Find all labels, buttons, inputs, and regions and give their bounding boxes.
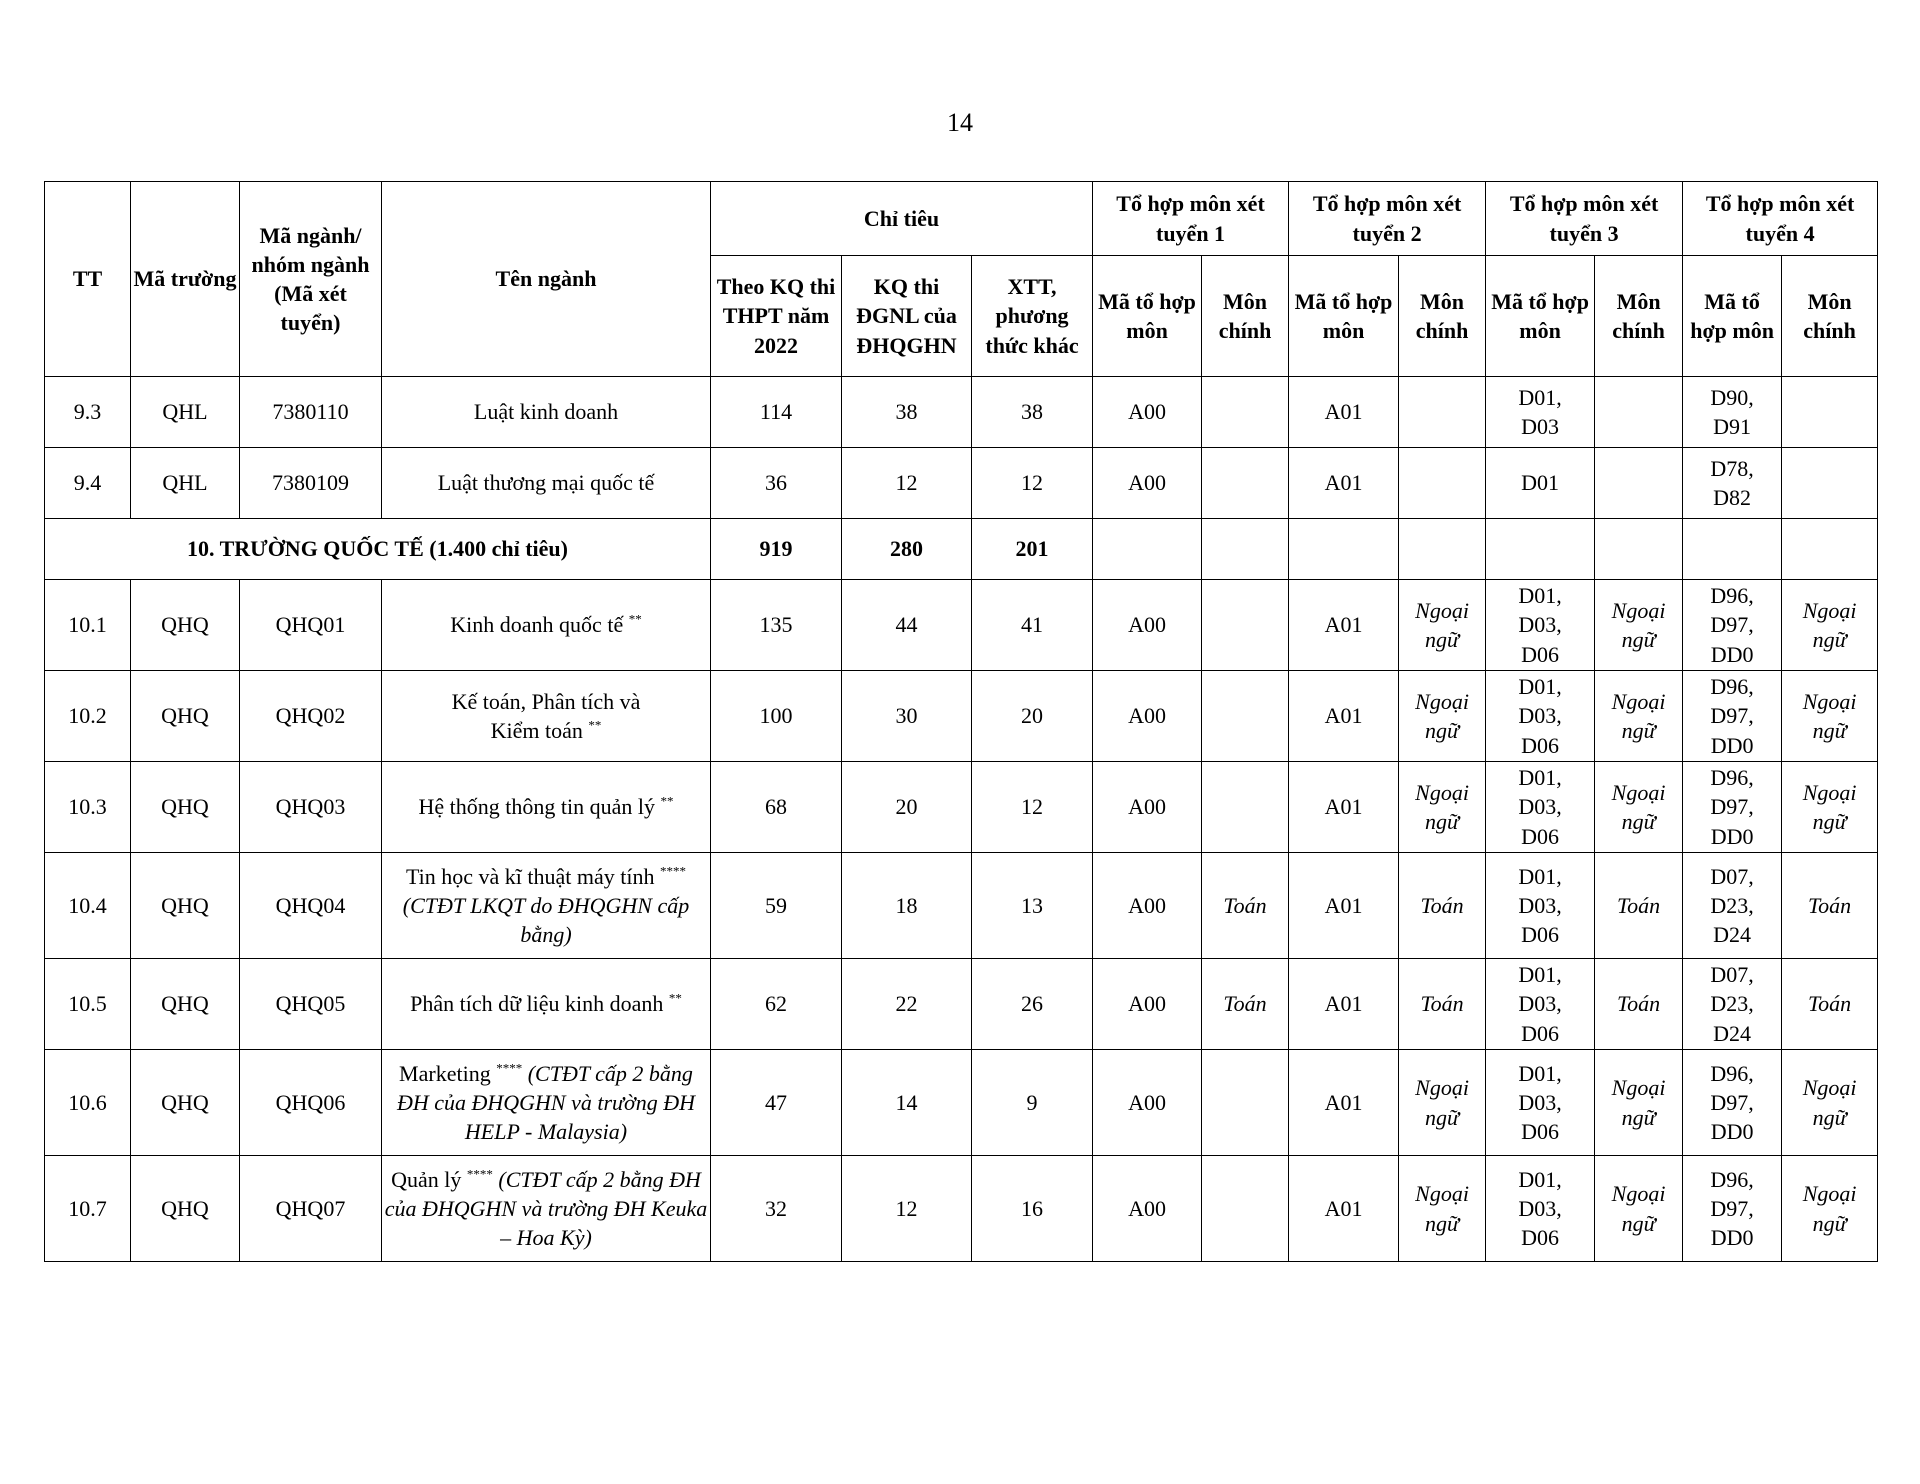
header-mon-chinh-2: Môn chính bbox=[1399, 256, 1486, 377]
row-ma-to-hop-3: D01, D03 bbox=[1486, 377, 1595, 448]
row-ma-to-hop-3: D01, D03, D06 bbox=[1486, 762, 1595, 853]
row-ma-truong: QHQ bbox=[131, 1156, 240, 1262]
header-theo-kq-thpt: Theo KQ thi THPT năm 2022 bbox=[711, 256, 842, 377]
row-mon-chinh-4: Ngoại ngữ bbox=[1782, 671, 1878, 762]
table-row bbox=[45, 959, 1878, 1050]
section-empty-cell bbox=[1289, 519, 1399, 580]
row-ten-nganh-text: Tin học và kĩ thuật máy tính bbox=[405, 863, 655, 889]
row-chi-tieu-xtt: 20 bbox=[972, 671, 1093, 762]
row-mon-chinh-3: Ngoại ngữ bbox=[1595, 1050, 1683, 1156]
row-ten-nganh-text: Quản lý bbox=[391, 1166, 462, 1192]
row-ma-nganh: QHQ05 bbox=[240, 959, 382, 1050]
row-ma-nganh: QHQ03 bbox=[240, 762, 382, 853]
row-tt: 10.7 bbox=[45, 1156, 131, 1262]
table-row bbox=[45, 377, 1878, 448]
row-chi-tieu-xtt: 12 bbox=[972, 762, 1093, 853]
row-chi-tieu-dgnl: 20 bbox=[842, 762, 972, 853]
row-ma-to-hop-2: A01 bbox=[1289, 377, 1399, 448]
row-mon-chinh-4: Toán bbox=[1782, 853, 1878, 959]
row-mon-chinh-3: Ngoại ngữ bbox=[1595, 671, 1683, 762]
header-ma-nganh-text: Mã ngành/ nhóm ngành bbox=[251, 222, 370, 277]
row-chi-tieu-thpt: 68 bbox=[711, 762, 842, 853]
section-empty-cell bbox=[1683, 519, 1782, 580]
row-chi-tieu-xtt: 38 bbox=[972, 377, 1093, 448]
table-row bbox=[45, 762, 1878, 853]
row-ma-to-hop-3: D01 bbox=[1486, 448, 1595, 519]
row-footnote-mark: **** bbox=[496, 1060, 523, 1076]
row-footnote-mark: **** bbox=[466, 1166, 493, 1182]
header-xtt: XTT, phương thức khác bbox=[972, 256, 1093, 377]
row-ma-to-hop-4: D96, D97, DD0 bbox=[1683, 671, 1782, 762]
row-tt: 10.3 bbox=[45, 762, 131, 853]
header-ma-to-hop-2: Mã tổ hợp môn bbox=[1289, 256, 1399, 377]
row-chi-tieu-thpt: 114 bbox=[711, 377, 842, 448]
row-mon-chinh-1 bbox=[1202, 1050, 1289, 1156]
row-mon-chinh-1 bbox=[1202, 377, 1289, 448]
row-ma-to-hop-1: A00 bbox=[1093, 1050, 1202, 1156]
row-ma-to-hop-4: D96, D97, DD0 bbox=[1683, 1050, 1782, 1156]
table-row bbox=[45, 671, 1878, 762]
header-ma-truong bbox=[131, 182, 240, 377]
row-ten-nganh bbox=[382, 1156, 711, 1262]
row-chi-tieu-dgnl: 12 bbox=[842, 448, 972, 519]
header-tt: TT bbox=[45, 182, 131, 377]
header-ma-to-hop-4: Mã tổ hợp môn bbox=[1683, 256, 1782, 377]
row-ma-nganh: QHQ02 bbox=[240, 671, 382, 762]
row-mon-chinh-2: Toán bbox=[1399, 853, 1486, 959]
row-footnote-mark: ** bbox=[628, 612, 642, 628]
row-tt: 10.5 bbox=[45, 959, 131, 1050]
row-chi-tieu-dgnl: 38 bbox=[842, 377, 972, 448]
row-chi-tieu-thpt: 59 bbox=[711, 853, 842, 959]
row-mon-chinh-2: Ngoại ngữ bbox=[1399, 671, 1486, 762]
table-row bbox=[45, 448, 1878, 519]
row-mon-chinh-4 bbox=[1782, 377, 1878, 448]
row-ma-to-hop-1: A00 bbox=[1093, 762, 1202, 853]
row-mon-chinh-3 bbox=[1595, 377, 1683, 448]
header-ma-nganh bbox=[240, 182, 382, 377]
header-to-hop-1: Tổ hợp môn xét tuyển 1 bbox=[1093, 182, 1289, 256]
row-ma-to-hop-4: D07, D23, D24 bbox=[1683, 853, 1782, 959]
row-ma-to-hop-2: A01 bbox=[1289, 448, 1399, 519]
row-ma-to-hop-3: D01, D03, D06 bbox=[1486, 1156, 1595, 1262]
row-ma-nganh: 7380110 bbox=[240, 377, 382, 448]
row-mon-chinh-2 bbox=[1399, 377, 1486, 448]
table-row bbox=[45, 1050, 1878, 1156]
row-ma-to-hop-1: A00 bbox=[1093, 448, 1202, 519]
row-ma-to-hop-4: D07, D23, D24 bbox=[1683, 959, 1782, 1050]
header-ma-xet-tuyen-text: (Mã xét tuyển) bbox=[274, 281, 347, 336]
row-ma-to-hop-4: D96, D97, DD0 bbox=[1683, 762, 1782, 853]
row-mon-chinh-4: Ngoại ngữ bbox=[1782, 1050, 1878, 1156]
row-tt: 9.4 bbox=[45, 448, 131, 519]
section-title: 10. TRƯỜNG QUỐC TẾ (1.400 chỉ tiêu) bbox=[45, 519, 711, 580]
row-chi-tieu-thpt: 135 bbox=[711, 580, 842, 671]
row-tt: 10.4 bbox=[45, 853, 131, 959]
table-row bbox=[45, 1156, 1878, 1262]
row-mon-chinh-1 bbox=[1202, 762, 1289, 853]
row-mon-chinh-3: Ngoại ngữ bbox=[1595, 762, 1683, 853]
row-footnote-mark: ** bbox=[660, 794, 674, 810]
row-mon-chinh-4: Ngoại ngữ bbox=[1782, 580, 1878, 671]
row-ma-truong: QHQ bbox=[131, 762, 240, 853]
section-empty-cell bbox=[1595, 519, 1683, 580]
row-program-note: (CTĐT cấp 2 bằng ĐH của ĐHQGHN và trường ĐH HELP - Malaysia) bbox=[396, 1060, 696, 1145]
row-mon-chinh-1 bbox=[1202, 671, 1289, 762]
row-mon-chinh-2: Ngoại ngữ bbox=[1399, 762, 1486, 853]
header-to-hop-4: Tổ hợp môn xét tuyển 4 bbox=[1683, 182, 1878, 256]
row-ma-to-hop-2: A01 bbox=[1289, 959, 1399, 1050]
row-ma-nganh: QHQ01 bbox=[240, 580, 382, 671]
row-ten-nganh bbox=[382, 959, 711, 1050]
row-mon-chinh-3: Toán bbox=[1595, 853, 1683, 959]
row-ma-truong: QHQ bbox=[131, 671, 240, 762]
row-program-note: (CTĐT cấp 2 bằng ĐH của ĐHQGHN và trường ĐH Keuka – Hoa Kỳ) bbox=[384, 1166, 708, 1251]
row-chi-tieu-xtt: 13 bbox=[972, 853, 1093, 959]
row-chi-tieu-thpt: 36 bbox=[711, 448, 842, 519]
row-ma-nganh: QHQ04 bbox=[240, 853, 382, 959]
row-tt: 10.1 bbox=[45, 580, 131, 671]
section-empty-cell bbox=[1782, 519, 1878, 580]
row-mon-chinh-1 bbox=[1202, 448, 1289, 519]
section-chi-tieu-xtt: 201 bbox=[972, 519, 1093, 580]
row-ma-to-hop-1: A00 bbox=[1093, 671, 1202, 762]
row-program-note: (CTĐT LKQT do ĐHQGHN cấp bằng) bbox=[402, 892, 690, 948]
row-mon-chinh-4: Ngoại ngữ bbox=[1782, 762, 1878, 853]
row-tt: 10.2 bbox=[45, 671, 131, 762]
row-ma-truong: QHQ bbox=[131, 853, 240, 959]
row-ma-truong: QHQ bbox=[131, 1050, 240, 1156]
header-to-hop-2: Tổ hợp môn xét tuyển 2 bbox=[1289, 182, 1486, 256]
row-mon-chinh-2: Ngoại ngữ bbox=[1399, 580, 1486, 671]
row-mon-chinh-1 bbox=[1202, 1156, 1289, 1262]
row-ma-to-hop-2: A01 bbox=[1289, 762, 1399, 853]
row-ma-to-hop-3: D01, D03, D06 bbox=[1486, 580, 1595, 671]
row-mon-chinh-3: Ngoại ngữ bbox=[1595, 580, 1683, 671]
row-ma-nganh: QHQ06 bbox=[240, 1050, 382, 1156]
row-chi-tieu-dgnl: 44 bbox=[842, 580, 972, 671]
row-ma-nganh: 7380109 bbox=[240, 448, 382, 519]
row-chi-tieu-xtt: 26 bbox=[972, 959, 1093, 1050]
row-mon-chinh-1: Toán bbox=[1202, 959, 1289, 1050]
row-footnote-mark: ** bbox=[668, 991, 682, 1007]
row-chi-tieu-dgnl: 18 bbox=[842, 853, 972, 959]
row-chi-tieu-dgnl: 14 bbox=[842, 1050, 972, 1156]
row-ten-nganh bbox=[382, 762, 711, 853]
row-ten-nganh: Luật kinh doanh bbox=[382, 377, 711, 448]
table-body bbox=[45, 377, 1878, 1262]
row-ma-truong: QHQ bbox=[131, 959, 240, 1050]
header-mon-chinh-3: Môn chính bbox=[1595, 256, 1683, 377]
row-ma-to-hop-3: D01, D03, D06 bbox=[1486, 1050, 1595, 1156]
row-mon-chinh-2: Ngoại ngữ bbox=[1399, 1156, 1486, 1262]
row-ma-to-hop-1: A00 bbox=[1093, 580, 1202, 671]
row-ten-nganh-text: Phân tích dữ liệu kinh doanh bbox=[410, 991, 664, 1017]
section-chi-tieu-thpt: 919 bbox=[711, 519, 842, 580]
section-empty-cell bbox=[1486, 519, 1595, 580]
row-ma-to-hop-1: A00 bbox=[1093, 853, 1202, 959]
header-mon-chinh-4: Môn chính bbox=[1782, 256, 1878, 377]
row-chi-tieu-dgnl: 22 bbox=[842, 959, 972, 1050]
header-to-hop-3: Tổ hợp môn xét tuyển 3 bbox=[1486, 182, 1683, 256]
table-row bbox=[45, 853, 1878, 959]
row-chi-tieu-thpt: 32 bbox=[711, 1156, 842, 1262]
row-ma-to-hop-3: D01, D03, D06 bbox=[1486, 853, 1595, 959]
row-footnote-mark: **** bbox=[660, 863, 686, 879]
section-chi-tieu-dgnl: 280 bbox=[842, 519, 972, 580]
table-row bbox=[45, 580, 1878, 671]
row-ma-truong: QHL bbox=[131, 377, 240, 448]
header-kq-dgnl: KQ thi ĐGNL của ĐHQGHN bbox=[842, 256, 972, 377]
header-mon-chinh-1: Môn chính bbox=[1202, 256, 1289, 377]
header-chi-tieu: Chỉ tiêu bbox=[711, 182, 1093, 256]
row-ten-nganh bbox=[382, 1050, 711, 1156]
row-mon-chinh-3: Toán bbox=[1595, 959, 1683, 1050]
row-ten-nganh-text: Kế toán, Phân tích và Kiểm toán bbox=[451, 688, 641, 743]
row-mon-chinh-2: Toán bbox=[1399, 959, 1486, 1050]
row-ten-nganh-text: Hệ thống thông tin quản lý bbox=[418, 794, 655, 820]
row-chi-tieu-xtt: 9 bbox=[972, 1050, 1093, 1156]
row-chi-tieu-xtt: 12 bbox=[972, 448, 1093, 519]
row-mon-chinh-4: Ngoại ngữ bbox=[1782, 1156, 1878, 1262]
row-ma-to-hop-2: A01 bbox=[1289, 580, 1399, 671]
row-ten-nganh-text: Kinh doanh quốc tế bbox=[450, 612, 624, 638]
row-ma-to-hop-3: D01, D03, D06 bbox=[1486, 671, 1595, 762]
section-empty-cell bbox=[1202, 519, 1289, 580]
row-ma-truong: QHQ bbox=[131, 580, 240, 671]
row-ten-nganh: Luật thương mại quốc tế bbox=[382, 448, 711, 519]
row-mon-chinh-3: Ngoại ngữ bbox=[1595, 1156, 1683, 1262]
row-ma-nganh: QHQ07 bbox=[240, 1156, 382, 1262]
row-ma-to-hop-2: A01 bbox=[1289, 853, 1399, 959]
section-empty-cell bbox=[1093, 519, 1202, 580]
row-mon-chinh-2 bbox=[1399, 448, 1486, 519]
row-chi-tieu-thpt: 100 bbox=[711, 671, 842, 762]
row-ma-to-hop-2: A01 bbox=[1289, 1050, 1399, 1156]
row-chi-tieu-dgnl: 12 bbox=[842, 1156, 972, 1262]
header-ma-truong-text: Mã trường bbox=[133, 266, 237, 292]
row-chi-tieu-dgnl: 30 bbox=[842, 671, 972, 762]
row-footnote-mark: ** bbox=[588, 717, 602, 733]
row-ma-to-hop-1: A00 bbox=[1093, 377, 1202, 448]
row-ten-nganh bbox=[382, 853, 711, 959]
row-mon-chinh-1 bbox=[1202, 580, 1289, 671]
section-empty-cell bbox=[1399, 519, 1486, 580]
row-mon-chinh-3 bbox=[1595, 448, 1683, 519]
row-mon-chinh-4: Toán bbox=[1782, 959, 1878, 1050]
row-tt: 9.3 bbox=[45, 377, 131, 448]
header-ma-to-hop-1: Mã tổ hợp môn bbox=[1093, 256, 1202, 377]
row-chi-tieu-thpt: 62 bbox=[711, 959, 842, 1050]
section-row bbox=[45, 519, 1878, 580]
row-tt: 10.6 bbox=[45, 1050, 131, 1156]
header-ten-nganh: Tên ngành bbox=[382, 182, 711, 377]
admission-quota-table bbox=[44, 181, 1878, 1262]
row-ten-nganh bbox=[382, 671, 711, 762]
header-ma-to-hop-3: Mã tổ hợp môn bbox=[1486, 256, 1595, 377]
row-chi-tieu-xtt: 41 bbox=[972, 580, 1093, 671]
row-ma-to-hop-4: D96, D97, DD0 bbox=[1683, 580, 1782, 671]
row-chi-tieu-thpt: 47 bbox=[711, 1050, 842, 1156]
row-ma-to-hop-2: A01 bbox=[1289, 671, 1399, 762]
row-mon-chinh-1: Toán bbox=[1202, 853, 1289, 959]
row-ma-to-hop-1: A00 bbox=[1093, 959, 1202, 1050]
row-chi-tieu-xtt: 16 bbox=[972, 1156, 1093, 1262]
row-ma-to-hop-4: D90, D91 bbox=[1683, 377, 1782, 448]
row-ma-to-hop-4: D78, D82 bbox=[1683, 448, 1782, 519]
row-mon-chinh-4 bbox=[1782, 448, 1878, 519]
row-ma-truong: QHL bbox=[131, 448, 240, 519]
row-ten-nganh bbox=[382, 580, 711, 671]
page-number: 14 bbox=[947, 108, 973, 137]
row-ma-to-hop-4: D96, D97, DD0 bbox=[1683, 1156, 1782, 1262]
row-mon-chinh-2: Ngoại ngữ bbox=[1399, 1050, 1486, 1156]
row-ma-to-hop-2: A01 bbox=[1289, 1156, 1399, 1262]
row-ten-nganh-text: Marketing bbox=[399, 1060, 491, 1086]
row-ma-to-hop-1: A00 bbox=[1093, 1156, 1202, 1262]
row-ma-to-hop-3: D01, D03, D06 bbox=[1486, 959, 1595, 1050]
